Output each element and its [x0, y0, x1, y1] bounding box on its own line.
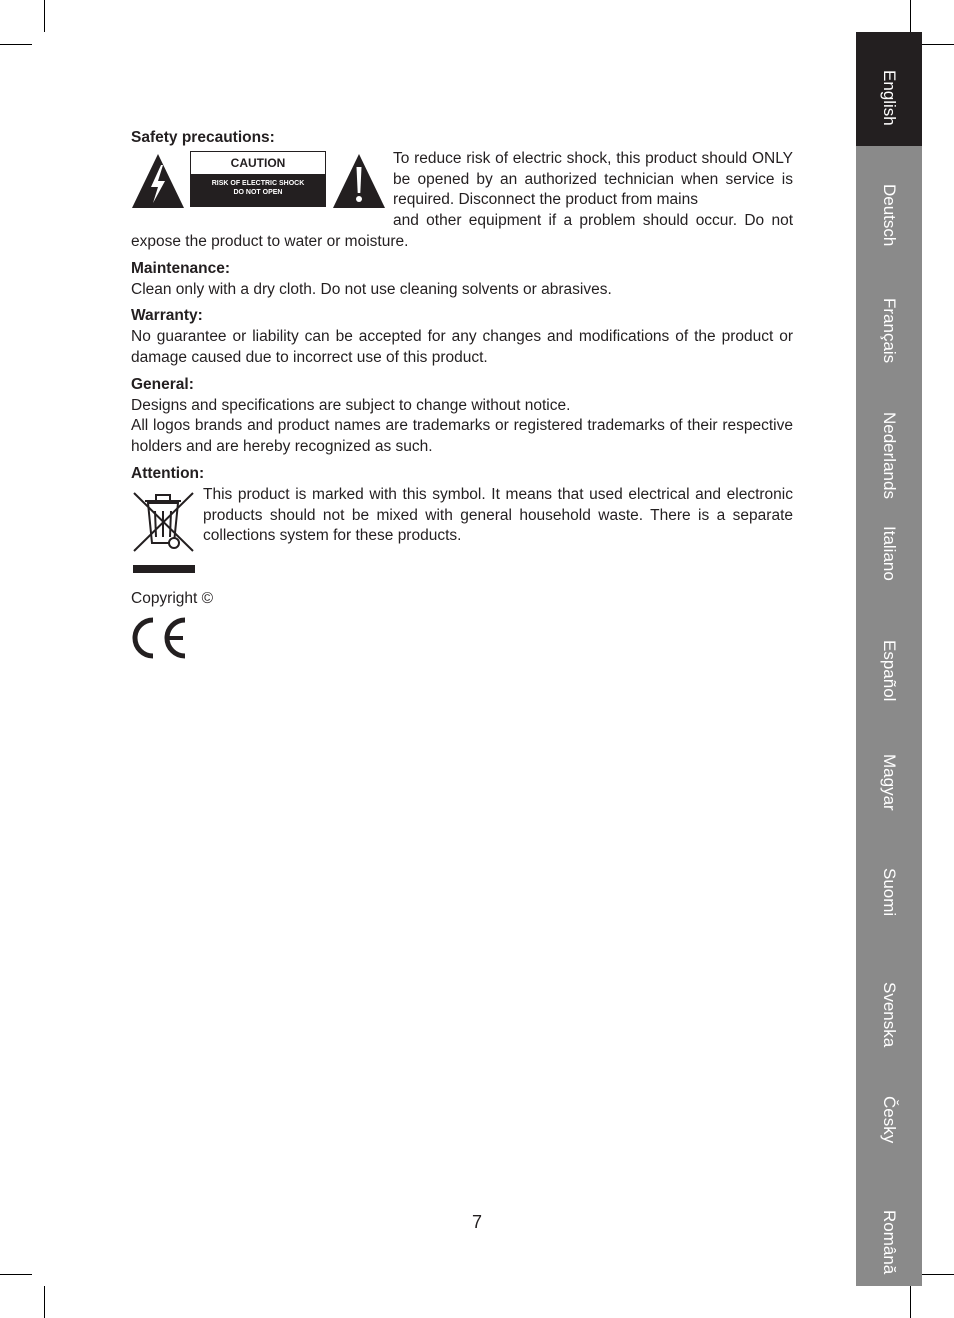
crop-mark: [910, 0, 911, 32]
lightning-warning-icon: [131, 153, 185, 209]
attention-heading: Attention:: [131, 464, 205, 482]
crossed-out-bin-icon: [131, 487, 197, 579]
tab-suomi[interactable]: [856, 830, 922, 944]
crop-mark: [44, 1286, 45, 1318]
attention-text: This product is marked with this symbol. It means that used electrical and electronic products should not be mixed with general household waste. There is a separate collections system for these products.: [203, 485, 793, 545]
maintenance-heading: Maintenance:: [131, 259, 231, 277]
caution-label: [131, 153, 387, 213]
tab-label: Suomi: [880, 868, 899, 917]
maintenance-text: Clean only with a dry cloth. Do not use cleaning solvents or abrasives.: [131, 280, 612, 298]
tab-español[interactable]: [856, 602, 922, 716]
tab-label: Svenska: [880, 982, 899, 1048]
safety-text-continued: and other equipment if a problem should occur. Do not expose the product to water or moisture.: [131, 212, 793, 250]
warranty-text: No guarantee or liability can be accepted for any changes and modifications of the product or damage caused due to incorrect use of this product.: [131, 328, 793, 366]
tab-label: Italiano: [880, 526, 899, 581]
ce-mark-icon: [131, 616, 793, 667]
caution-title: CAUTION: [191, 152, 325, 174]
page-number: 7: [471, 1212, 482, 1232]
tab-svenska[interactable]: [856, 944, 922, 1058]
tab-label: English: [880, 70, 899, 126]
crop-mark: [922, 1274, 954, 1275]
language-tabs: [856, 32, 922, 1286]
tab-deutsch[interactable]: [856, 146, 922, 260]
caution-line-2: DO NOT OPEN: [233, 188, 283, 196]
copyright-text: Copyright ©: [131, 589, 214, 607]
main-content: [131, 128, 793, 666]
tab-label: Magyar: [880, 754, 899, 811]
general-text-2: All logos brands and product names are trademarks or registered trademarks of their respective holders and are hereby recognized as such.: [131, 417, 793, 456]
tab-label: Français: [880, 298, 899, 364]
crop-mark: [910, 1286, 911, 1318]
general-text-1: Designs and specifications are subject to change without notice.: [131, 396, 571, 414]
crop-mark: [0, 1274, 32, 1275]
caution-box: [190, 151, 326, 207]
tab-label: Română: [880, 1210, 899, 1275]
tab-english[interactable]: [856, 32, 922, 146]
attention-section: [131, 485, 793, 579]
tab-română[interactable]: [856, 1172, 922, 1286]
tab-label: Deutsch: [880, 184, 899, 247]
warranty-heading: Warranty:: [131, 307, 203, 325]
tab-label: Česky: [880, 1096, 899, 1144]
exclamation-warning-icon: [332, 153, 386, 209]
crop-mark: [922, 44, 954, 45]
general-heading: General:: [131, 375, 194, 393]
tab-label: Español: [880, 640, 899, 702]
safety-text: To reduce risk of electric shock, this product should ONLY be opened by an authorized technician when service is required. Disconnect the product from mains: [393, 149, 793, 209]
tab-italiano[interactable]: [856, 488, 922, 602]
tab-nederlands[interactable]: [856, 374, 922, 499]
tab-français[interactable]: [856, 260, 922, 374]
safety-section: [131, 149, 793, 253]
tab-česky[interactable]: [856, 1058, 922, 1172]
tab-label: Nederlands: [880, 412, 899, 499]
crop-mark: [0, 44, 32, 45]
caution-subtitle: [191, 174, 325, 197]
caution-line-1: RISK OF ELECTRIC SHOCK: [211, 179, 305, 187]
crop-mark: [44, 0, 45, 32]
tab-magyar[interactable]: [856, 716, 922, 830]
safety-heading: Safety precautions:: [131, 129, 275, 146]
